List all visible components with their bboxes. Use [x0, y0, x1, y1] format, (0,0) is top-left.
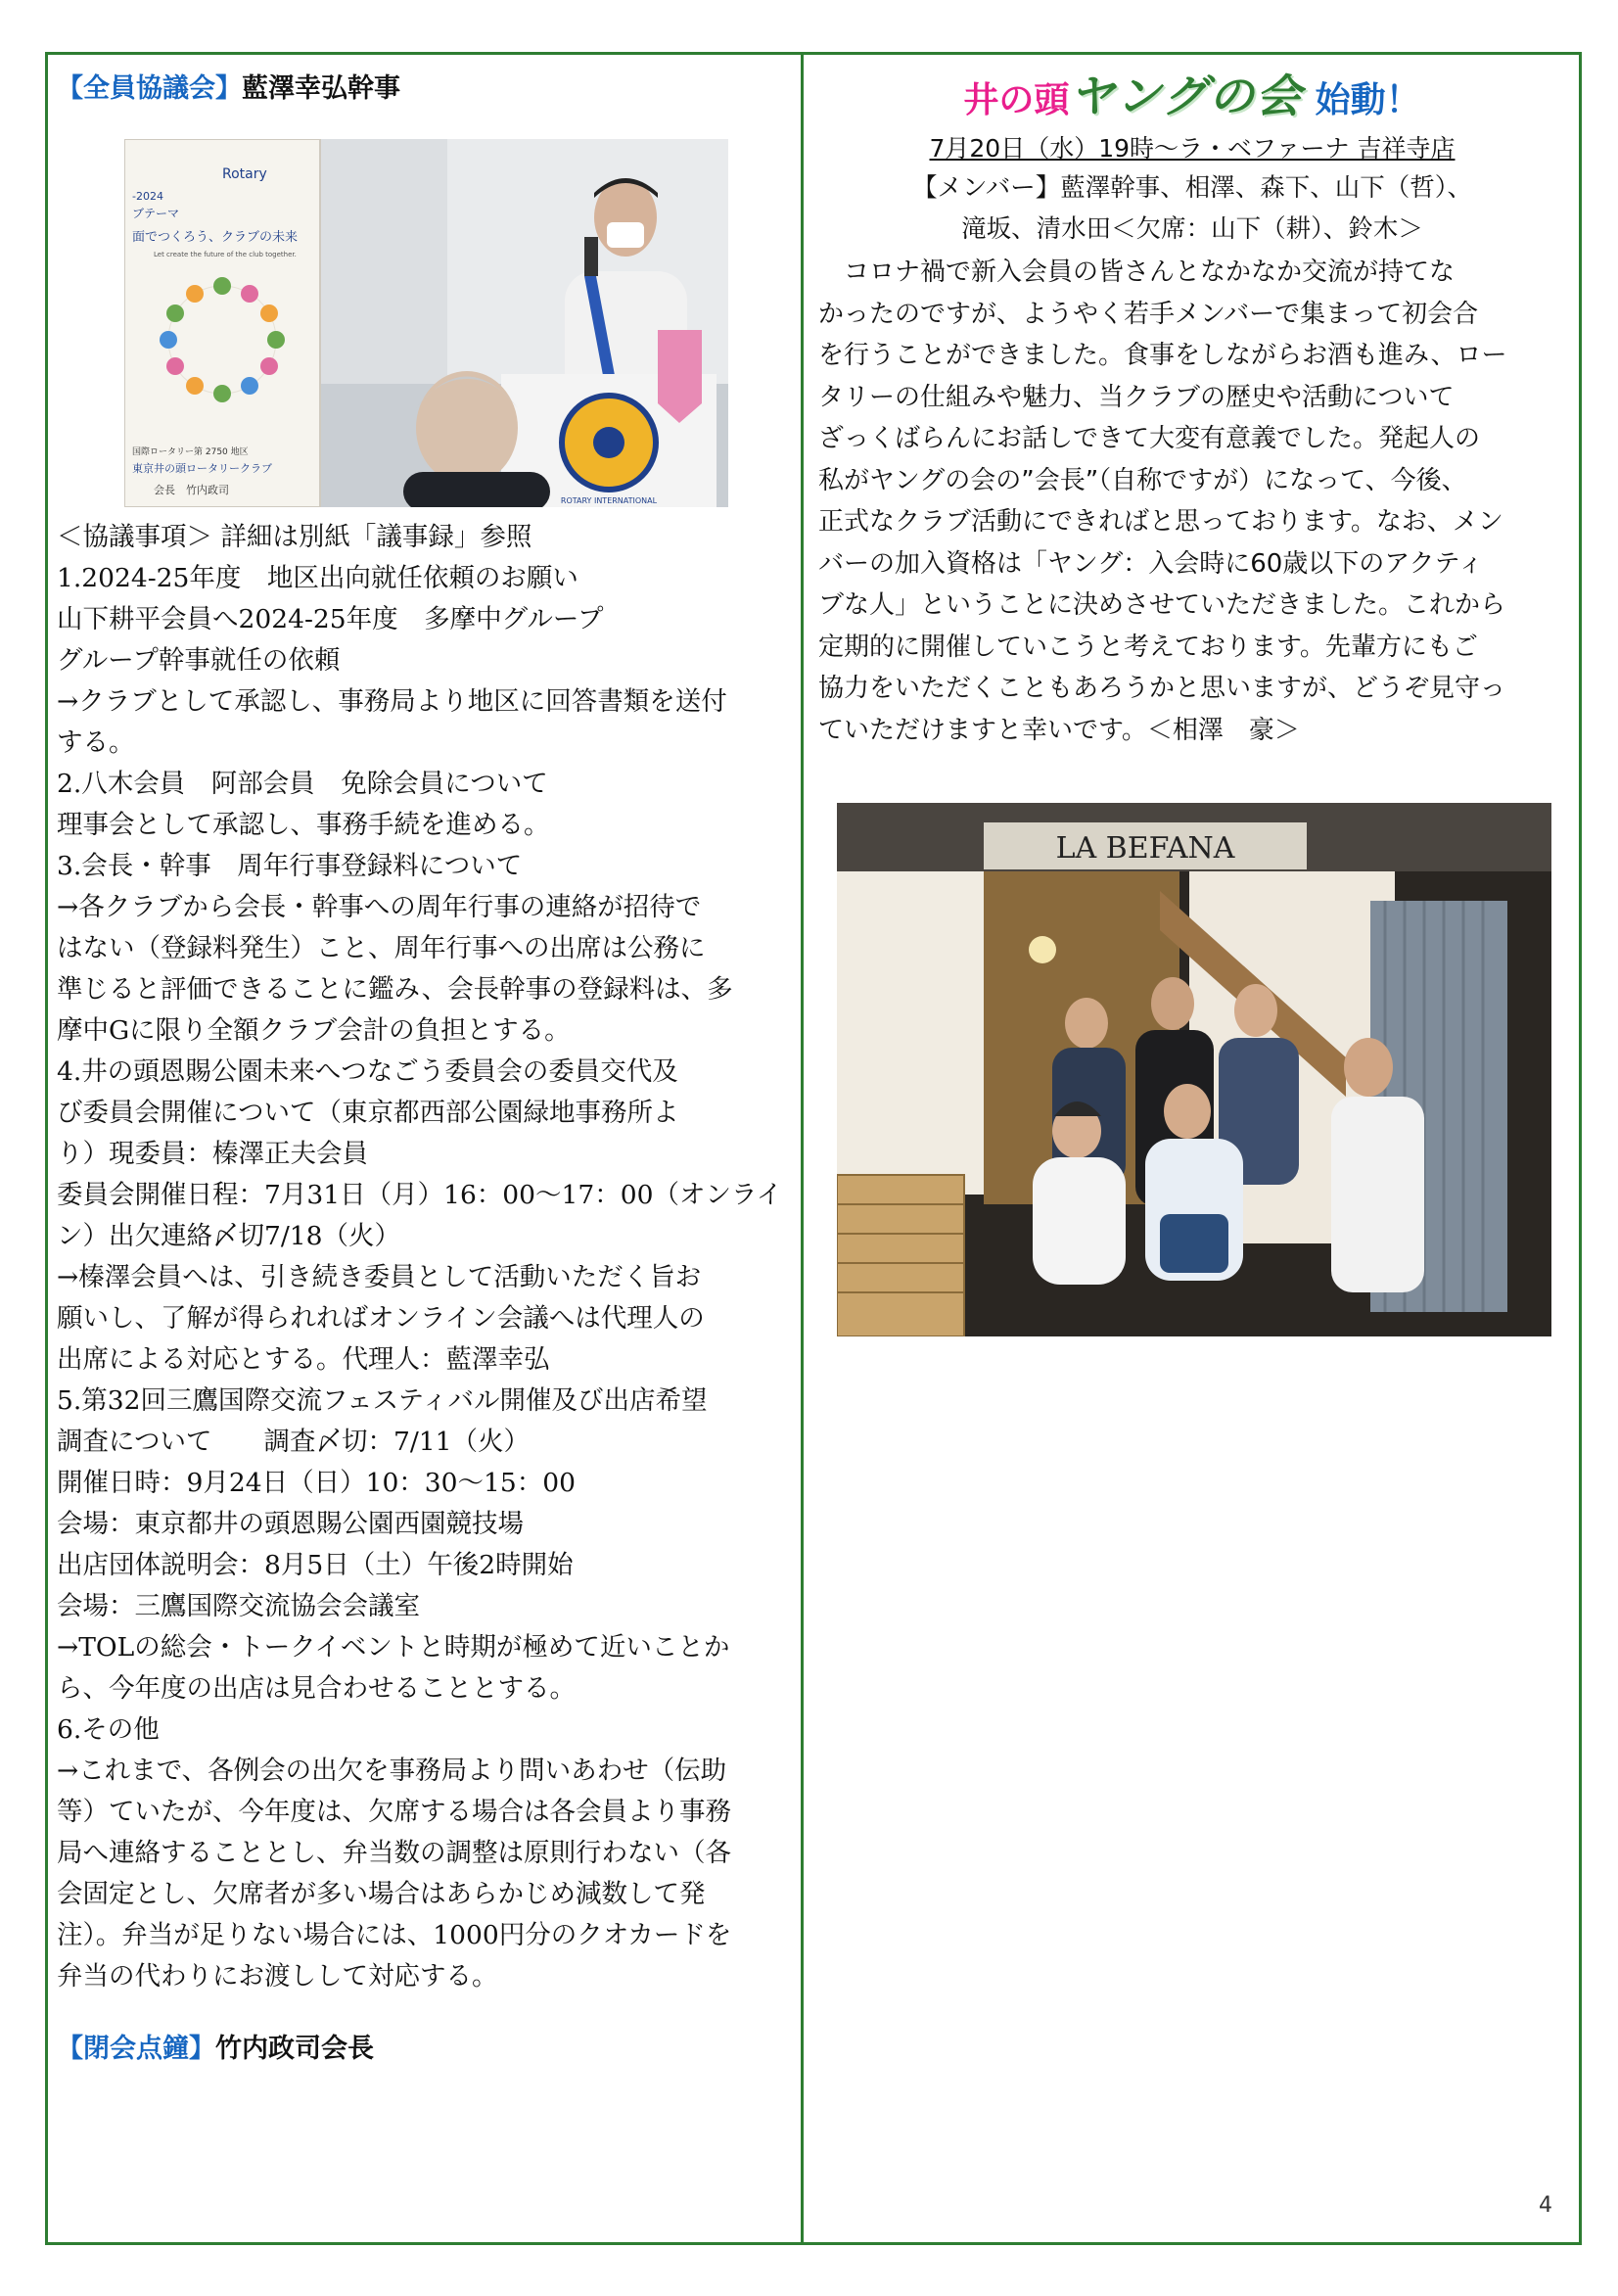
body-line: 準じると評価できることに鑑み、会長幹事の登録料は、多	[57, 974, 733, 1005]
banner-text-6: 国際ロータリー第 2750 地区	[132, 447, 249, 457]
body-line: ン）出欠連絡〆切7/18（火）	[57, 1221, 401, 1251]
body-line: ら、今年度の出店は見合わせることとする。	[57, 1673, 576, 1704]
banner-text-5: Let create the future of the club together.	[154, 251, 297, 258]
closing-speaker: 竹内政司会長	[215, 2034, 374, 2064]
banner-text-1: Rotary	[222, 166, 267, 182]
body-line: 定期的に開催していこうと考えております。先輩方にもご	[818, 632, 1478, 662]
closing-tag: 【閉会点鐘】	[57, 2034, 215, 2064]
body-line: 理事会として承認し、事務手続を進める。	[57, 810, 550, 840]
meeting-speaker: 藍澤幸弘幹事	[242, 73, 400, 104]
body-line: かったのですが、ようやく若手メンバーで集まって初会合	[818, 299, 1479, 329]
body-line: →これまで、各例会の出欠を事務局より問いあわせ（伝助	[57, 1756, 727, 1786]
left-column	[57, 67, 781, 112]
page-number: 4	[1539, 2193, 1552, 2218]
young-group-body	[818, 252, 1566, 751]
body-line: コロナ禍で新入会員の皆さんとなかなか交流が持てな	[818, 258, 1456, 287]
firewood-stack	[837, 1175, 964, 1336]
body-line: →TOLの総会・トークイベントと時期が極めて近いことか	[57, 1632, 730, 1663]
club-pennant	[658, 330, 702, 423]
event-date: 7月20日（水）19時～ラ・ベファーナ 吉祥寺店	[929, 134, 1456, 163]
banner-text-4: 面でつくろう、クラブの未来	[132, 230, 299, 245]
body-line: →各クラブから会長・幹事への周年行事の連絡が招待で	[57, 892, 702, 922]
banner-text-3: ブテーマ	[132, 207, 180, 220]
members-line-1: 【メンバー】藍澤幹事、相澤、森下、山下（哲）、	[912, 173, 1472, 203]
body-line: タリーの仕組みや魅力、当クラブの歴史や活動について	[818, 382, 1455, 412]
members-line-2: 滝坂、清水田＜欠席：山下（耕）、鈴木＞	[961, 214, 1423, 244]
meeting-tag: 【全員協議会】	[57, 73, 242, 104]
body-line: 3.会長・幹事 周年行事登録料について	[57, 851, 523, 881]
meeting-photo	[124, 139, 728, 507]
body-line: ていただけますと幸いです。＜相澤 豪＞	[818, 715, 1300, 745]
banner-text-7: 東京井の頭ロータリークラブ	[132, 462, 272, 475]
body-line: ざっくばらんにお話しできて大変有意義でした。発起人の	[818, 424, 1481, 453]
body-line: 摩中Gに限り全額クラブ会計の負担とする。	[57, 1015, 571, 1046]
body-line: 願いし、了解が得られればオンライン会議へは代理人の	[57, 1303, 705, 1334]
body-line: 等）ていたが、今年度は、欠席する場合は各会員より事務	[57, 1797, 731, 1827]
meeting-body	[57, 517, 781, 1997]
restaurant-sign: LA BEFANA	[1055, 831, 1235, 866]
body-line: 6.その他	[57, 1714, 160, 1745]
body-line: 出席による対応とする。代理人：藍澤幸弘	[57, 1344, 550, 1375]
meeting-header	[57, 67, 781, 112]
body-line: 出店団体説明会：8月5日（土）午後2時開始	[57, 1550, 574, 1580]
body-line: 調査について 調査〆切：7/11（火）	[57, 1427, 530, 1457]
banner-text-8: 会長 竹内政司	[154, 484, 229, 496]
body-line: →榛澤会員へは、引き続き委員として活動いただく旨お	[57, 1262, 702, 1292]
column-divider	[801, 52, 804, 2245]
body-line: する。	[57, 727, 135, 758]
body-line: 委員会開催日程：7月31日（月）16：00～17：00（オンライ	[57, 1180, 783, 1210]
banner-text-2: -2024	[132, 190, 163, 203]
podium-text: ROTARY INTERNATIONAL	[560, 496, 658, 505]
body-line: 山下耕平会員へ2024-25年度 多摩中グループ	[57, 604, 604, 634]
body-line: 1.2024-25年度 地区出向就任依頼のお願い	[57, 563, 578, 593]
body-line: 4.井の頭恩賜公園未来へつなごう委員会の委員交代及	[57, 1056, 678, 1087]
body-line: 協力をいただくこともあろうかと思いますが、どうぞ見守っ	[818, 674, 1506, 703]
body-line: 5.第32回三鷹国際交流フェスティバル開催及び出店希望	[57, 1385, 708, 1416]
group-photo	[837, 803, 1551, 1336]
closing-header	[57, 2027, 374, 2072]
right-column	[818, 67, 1566, 751]
group-photo-drawing	[837, 803, 1551, 1336]
body-line: 開催日時：9月24日（日）10：30～15：00	[57, 1468, 576, 1498]
young-group-title	[818, 67, 1566, 130]
body-line: 2.八木会員 阿部会員 免除会員について	[57, 769, 548, 799]
body-line: を行うことができました。食事をしながらお酒も進み、ロー	[818, 341, 1507, 370]
body-line: 弁当の代わりにお渡しして対応する。	[57, 1961, 498, 1991]
body-line: グループ幹事就任の依頼	[57, 645, 341, 676]
body-line: 私がヤングの会の”会長”（自称ですが）になって、今後、	[818, 465, 1467, 495]
body-line: →クラブとして承認し、事務局より地区に回答書類を送付	[57, 686, 727, 717]
body-line: はない（登録料発生）こと、周年行事への出席は公務に	[57, 933, 706, 963]
body-line: 会固定とし、欠席者が多い場合はあらかじめ減数して発	[57, 1879, 706, 1909]
body-line: ＜協議事項＞ 詳細は別紙「議事録」参照	[57, 522, 532, 552]
body-line: り）現委員：榛澤正夫会員	[57, 1139, 368, 1169]
title-part-3: 始動！	[1315, 80, 1421, 120]
body-line: 会場：三鷹国際交流協会会議室	[57, 1591, 420, 1621]
title-part-1: 井の頭	[963, 80, 1070, 120]
body-line: び委員会開催について（東京都西部公園緑地事務所よ	[57, 1098, 679, 1128]
body-line: 正式なクラブ活動にできればと思っております。なお、メン	[818, 507, 1503, 537]
body-line: 注）。弁当が足りない場合には、1000円分のクオカードを	[57, 1920, 732, 1950]
body-line: 会場：東京都井の頭恩賜公園西園競技場	[57, 1509, 524, 1539]
title-part-2: ヤングの会	[1069, 70, 1304, 122]
body-line: 局へ連絡することとし、弁当数の調整は原則行わない（各	[57, 1838, 731, 1868]
body-line: バーの加入資格は「ヤング：入会時に60歳以下のアクティ	[818, 548, 1484, 579]
event-date-line	[818, 130, 1566, 167]
meeting-photo-drawing	[124, 139, 728, 507]
body-line: ブな人」ということに決めさせていただきました。これから	[818, 590, 1506, 620]
